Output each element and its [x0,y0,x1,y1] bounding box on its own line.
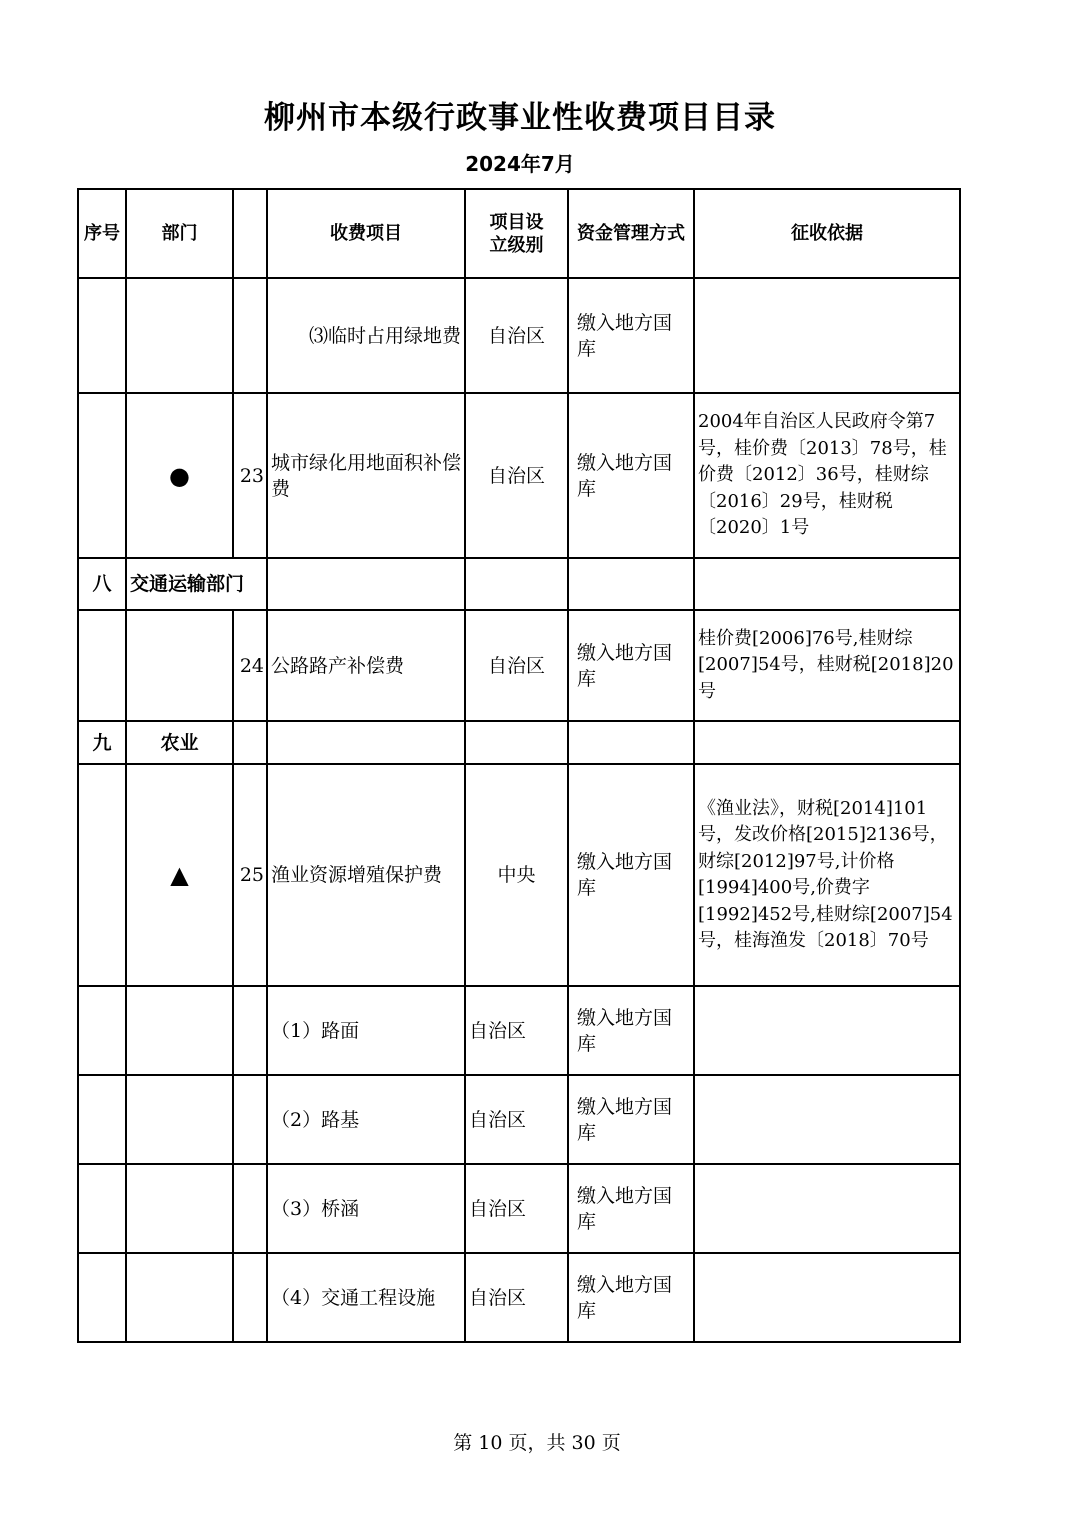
cell-basis [694,1164,960,1253]
cell-dept: 交通运输部门 [126,558,267,610]
header-basis: 征收依据 [694,189,960,278]
cell-dept: 农业 [126,721,233,764]
cell-basis [694,721,960,764]
cell-seq [78,393,126,558]
header-blank [233,189,267,278]
page-number: 第 10 页，共 30 页 [453,1432,621,1454]
table-row [78,764,960,986]
cell-level: 自治区 [465,1075,568,1164]
cell-item: （1）路面 [267,986,465,1075]
cell-item: 城市绿化用地面积补偿费 [267,393,465,558]
cell-basis [694,278,960,393]
cell-item: 渔业资源增殖保护费 [267,764,465,986]
cell-num [233,721,267,764]
cell-fund: 缴入地方国库 [568,1075,694,1164]
cell-level: 自治区 [465,1253,568,1342]
cell-item [267,721,465,764]
cell-basis: 《渔业法》，财税[2014]101号，发改价格[2015]2136号，财综[2012]97号,计价格[1994]400号,价费字[1992]452号,桂财综[2007]54号，桂海渔发〔2018〕70号 [694,764,960,986]
cell-dept [126,1253,233,1342]
cell-item: （3）桥涵 [267,1164,465,1253]
cell-fund [568,558,694,610]
header-item: 收费项目 [267,189,465,278]
cell-fund: 缴入地方国库 [568,986,694,1075]
cell-item [267,558,465,610]
cell-item: （2）路基 [267,1075,465,1164]
cell-num [233,1164,267,1253]
cell-item: 公路路产补偿费 [267,610,465,721]
table-row [78,278,960,393]
fee-table [77,188,961,1343]
cell-seq [78,1253,126,1342]
cell-level: 自治区 [465,1164,568,1253]
cell-seq [78,986,126,1075]
cell-seq: 八 [78,558,126,610]
cell-num [233,986,267,1075]
cell-level: 自治区 [465,278,568,393]
cell-level: 自治区 [465,393,568,558]
cell-fund: 缴入地方国库 [568,393,694,558]
cell-seq [78,278,126,393]
cell-basis: 2004年自治区人民政府令第7号，桂价费〔2013〕78号，桂价费〔2012〕36号，桂财综〔2016〕29号，桂财税〔2020〕1号 [694,393,960,558]
table-row [78,393,960,558]
cell-basis [694,1253,960,1342]
cell-level: 中央 [465,764,568,986]
cell-num: 24 [233,610,267,721]
cell-item: （4）交通工程设施 [267,1253,465,1342]
table-row-section [78,721,960,764]
cell-level: 自治区 [465,986,568,1075]
cell-level [465,558,568,610]
cell-fund: 缴入地方国库 [568,278,694,393]
cell-item: ⑶临时占用绿地费 [267,278,465,393]
table-row [78,986,960,1075]
cell-seq [78,764,126,986]
header-seq: 序号 [78,189,126,278]
cell-seq [78,610,126,721]
table-row [78,1164,960,1253]
cell-dept [126,278,233,393]
circle-marker-icon: ● [126,393,233,558]
cell-fund: 缴入地方国库 [568,1253,694,1342]
cell-level [465,721,568,764]
cell-fund [568,721,694,764]
cell-basis: 桂价费[2006]76号,桂财综[2007]54号，桂财税[2018]20号 [694,610,960,721]
cell-num: 23 [233,393,267,558]
header-dept: 部门 [126,189,233,278]
document-date: 2024年7月 [465,152,575,176]
cell-dept [126,1164,233,1253]
cell-level: 自治区 [465,610,568,721]
cell-dept [126,1075,233,1164]
cell-fund: 缴入地方国库 [568,764,694,986]
cell-basis [694,558,960,610]
cell-dept [126,986,233,1075]
cell-seq: 九 [78,721,126,764]
table-row-section [78,558,960,610]
cell-num: 25 [233,764,267,986]
cell-seq [78,1075,126,1164]
header-fund: 资金管理方式 [568,189,694,278]
cell-seq [78,1164,126,1253]
table-header-row [78,189,960,278]
table-row [78,1253,960,1342]
cell-num [233,1253,267,1342]
cell-num [233,1075,267,1164]
table-row [78,1075,960,1164]
header-level: 项目设立级别 [465,189,568,278]
cell-num [233,278,267,393]
table-row [78,610,960,721]
cell-basis [694,1075,960,1164]
document-title: 柳州市本级行政事业性收费项目目录 [264,100,776,136]
cell-dept [126,610,233,721]
triangle-marker-icon: ▲ [126,764,233,986]
cell-fund: 缴入地方国库 [568,1164,694,1253]
cell-fund: 缴入地方国库 [568,610,694,721]
cell-basis [694,986,960,1075]
